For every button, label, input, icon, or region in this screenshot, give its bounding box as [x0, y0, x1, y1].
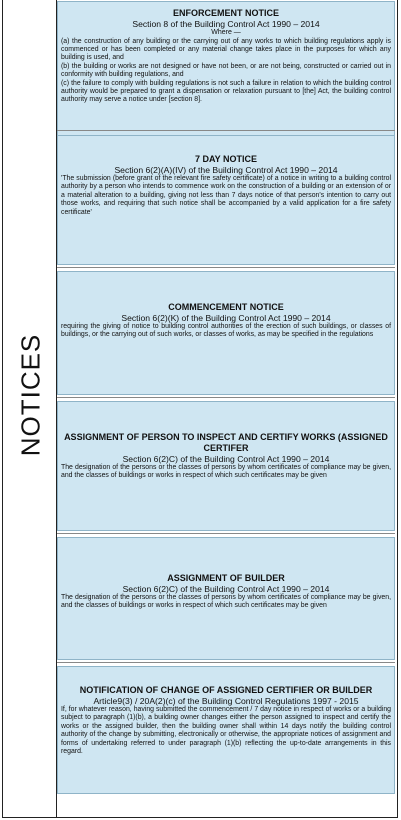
commencement-title: COMMENCEMENT NOTICE: [168, 302, 284, 312]
seven-day-text: 'The submission (before grant of the relevant fire safety certificate) of a notice in writing to a building control authority by a person who intends to commence work on the construction of a building or an extension of or a material alteration to a building, giving not less than 7 days notice of that person's intention to carry out those works, and requiring that such notice shall be accompanied by a valid application for a fire safety certificate': [61, 175, 391, 216]
notification-subtitle: Article9(3) / 20A(2)(c) of the Building Control Regulations 1997 - 2015: [93, 696, 359, 706]
enforcement-text-a: (a) the construction of any building or the carrying out of any works to which building regulations apply is commenced or has been completed or any material change takes place in the purposes for which any building is used, and: [61, 37, 391, 62]
enforcement-text-c: (c) the failure to comply with building regulations is not such a failure in relation to which the building control authority would be prepared to grant a dispensation or relaxation pursuant to [the] Act, the building control authority may serve a notice under [section 8].: [61, 79, 391, 104]
assign-certifier-subtitle: Section 6(2)C) of the Building Control Act 1990 – 2014: [122, 454, 330, 464]
assign-certifier-panel: [57, 401, 395, 531]
side-label: NOTICES: [15, 333, 46, 457]
assign-certifier-text: The designation of the persons or the classes of persons by whom certificates of compliance may be given, and the classes of buildings or works in respect of which such certificates may be given: [61, 464, 391, 480]
separator: [57, 397, 395, 398]
separator: [57, 267, 395, 268]
commencement-subtitle: Section 6(2)(K) of the Building Control Act 1990 – 2014: [121, 313, 331, 323]
notification-title: NOTIFICATION OF CHANGE OF ASSIGNED CERTIFIER OR BUILDER: [79, 685, 373, 695]
assign-builder-text: The designation of the persons or the classes of persons by whom certificates of compliance may be given, and the classes of buildings or works in respect of which such certificates may be given: [61, 594, 391, 610]
notification-text: If, for whatever reason, having submitted the commencement / 7 day notice in respect of works or a building subject to paragraph (1)(b), a building owner changes either the person assigned to inspect and certify the works or the assigned builder, then the building owner shall within 14 days notify the building control authority of the change by submitting, electronically or otherwise, the appropriate notices of assignment and forms of undertaking referred to under paragraph (1)(b) reflecting the up-to-date arrangements in this regard.: [61, 706, 391, 756]
enforcement-subtitle: Section 8 of the Building Control Act 1990 – 2014: [132, 19, 320, 29]
notification-panel: [57, 666, 395, 794]
separator: [57, 130, 395, 131]
separator: [57, 533, 395, 534]
side-column: [2, 0, 57, 818]
separator: [57, 662, 395, 663]
seven-day-subtitle: Section 6(2)(A)(IV) of the Building Control Act 1990 – 2014: [114, 165, 338, 175]
enforcement-where: Where —: [211, 29, 241, 36]
assign-builder-title: ASSIGNMENT OF BUILDER: [167, 573, 285, 583]
enforcement-title: ENFORCEMENT NOTICE: [172, 8, 279, 18]
seven-day-notice-panel: [57, 135, 395, 265]
assign-builder-subtitle: Section 6(2)C) of the Building Control Act 1990 – 2014: [122, 584, 330, 594]
assign-certifier-title: ASSIGNMENT OF PERSON TO INSPECT AND CERTIFY WORKS (ASSIGNED CERTIFER: [64, 432, 388, 453]
commencement-text: requiring the giving of notice to building control authorities of the erection of such buildings, or classes of buildings, or the carrying out of such works, or classes of works, as may be specified in the regulations: [61, 323, 391, 339]
assign-builder-panel: [57, 537, 395, 660]
enforcement-notice-panel: [57, 1, 395, 147]
enforcement-text-b: (b) the building or works are not designed or have not been, or are not being, constructed or carried out in conformity with building regulations, and: [61, 62, 391, 79]
seven-day-title: 7 DAY NOTICE: [194, 154, 258, 164]
commencement-notice-panel: [57, 271, 395, 395]
